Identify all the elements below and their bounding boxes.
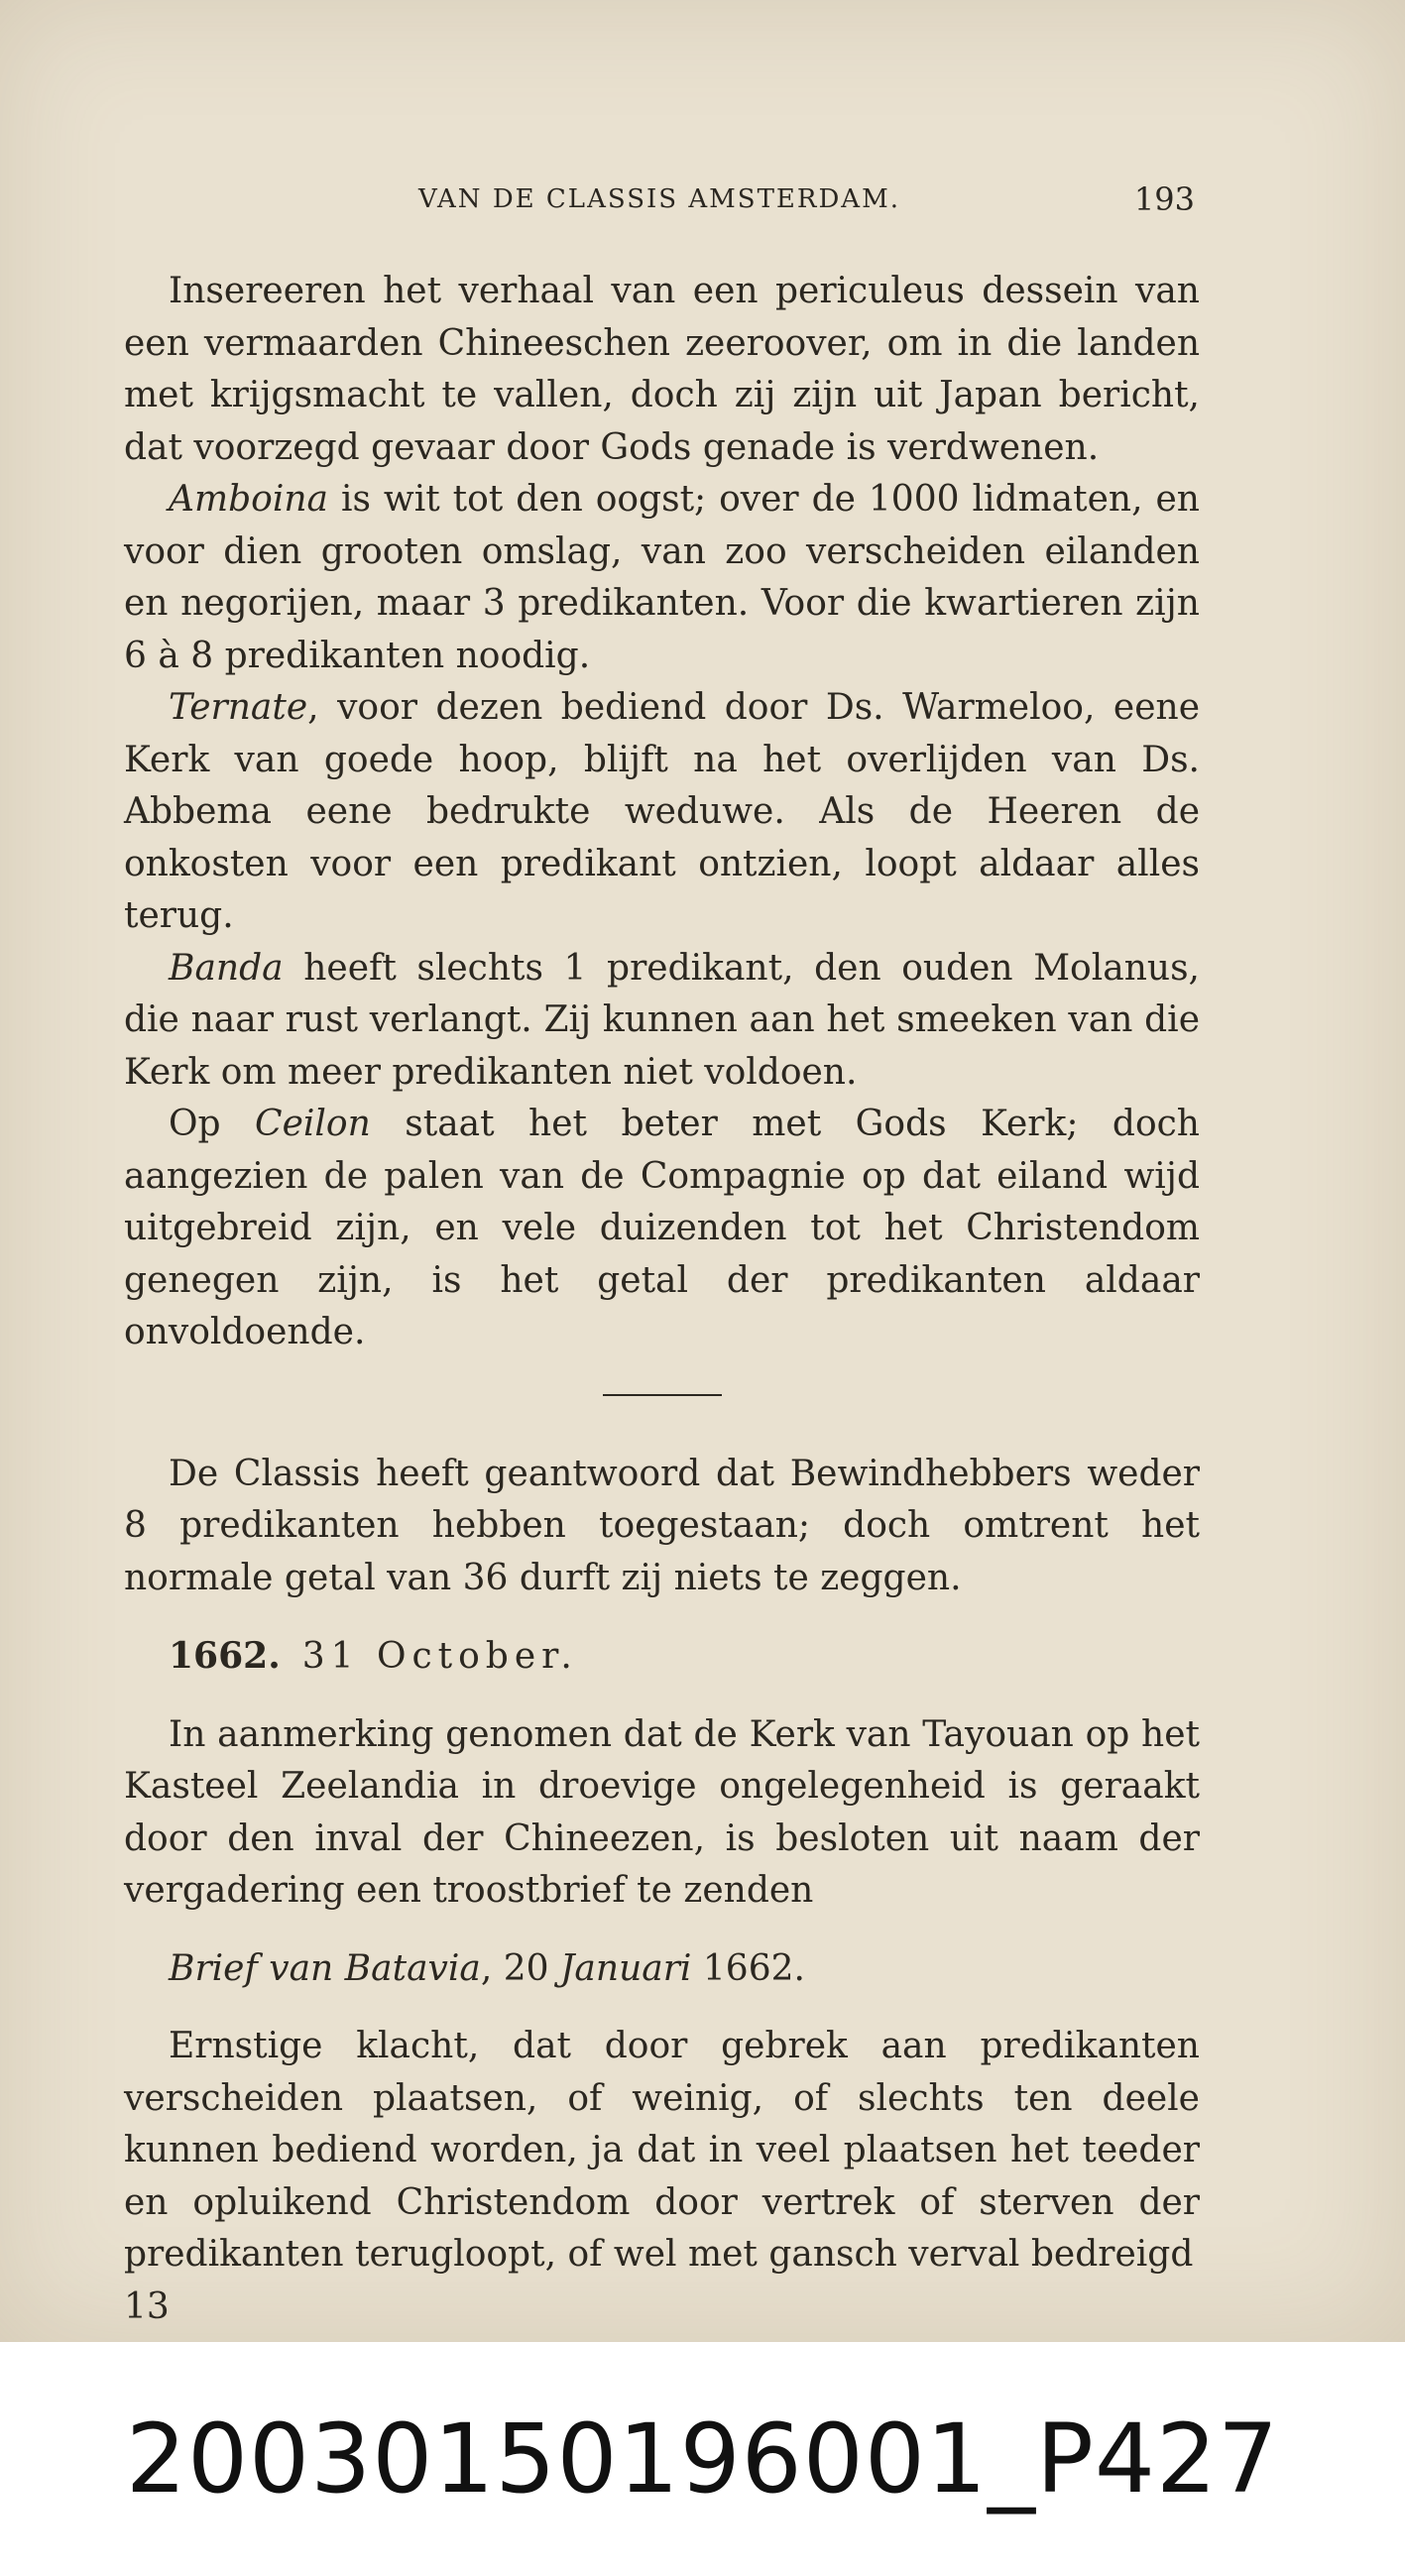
- letter-title: Brief van Batavia: [169, 1947, 481, 1989]
- letter-heading: [124, 1943, 1200, 1996]
- paragraph-ternate-text: , voor dezen bediend door Ds. Warmeloo, eene Kerk van goede hoop, blijft na het overlijden van Ds. Abbema eene bedrukte weduwe. Als de Heeren de onkosten voor een predikant ontzien, loopt aldaar alles terug.: [124, 687, 1200, 936]
- paragraph-complaint: Ernstige klacht, dat door gebrek aan predikanten verscheiden plaatsen, of weinig, of slechts ten deele kunnen bediend worden, ja dat in veel plaatsen het teeder en opluikend Christendom door vertrek of sterven der predikanten terugloopt, of wel met gansch verval bedreigd: [124, 2026, 1200, 2275]
- paragraph-ceilon: [124, 1099, 1200, 1359]
- paragraph-ceilon-text: staat het beter met Gods Kerk; doch aangezien de palen van de Compagnie op dat eiland wijd uitgebreid zijn, en vele duizenden tot het Christendom genegen zijn, is het getal der predikanten aldaar onvoldoende.: [124, 1104, 1200, 1352]
- paragraph-ceilon-prefix: Op: [169, 1104, 256, 1144]
- place-ternate: Ternate: [169, 687, 308, 728]
- paragraph-amboina: [124, 474, 1200, 682]
- paragraph-amboina-text: is wit tot den oogst; over de 1000 lidmaten, en voor dien grooten omslag, van zoo verscheiden eilanden en negorijen, maar 3 predikanten. Voor die kwartieren zijn 6 à 8 predikanten noodig.: [124, 479, 1200, 676]
- paragraph-chinese-pirate: Insereeren het verhaal van een periculeus dessein van een vermaarden Chineeschen zeeroover, om in die landen met krijgsmacht te vallen, doch zij zijn uit Japan bericht, dat voorzegd gevaar door Gods genade is verdwenen.: [124, 271, 1200, 468]
- page-number: 193: [1133, 180, 1195, 218]
- paragraph-banda: [124, 943, 1200, 1100]
- running-title: VAN DE CLASSIS AMSTERDAM.: [418, 184, 900, 214]
- year-heading: [124, 1630, 1200, 1684]
- letter-sep: , 20: [480, 1947, 560, 1989]
- paragraph-ternate: [124, 682, 1200, 943]
- place-banda: Banda: [169, 947, 284, 989]
- section-divider: [603, 1394, 722, 1396]
- signature-mark: 13: [124, 2285, 170, 2327]
- paragraph-classis-answer: De Classis heeft geantwoord dat Bewindhebbers weder 8 predikanten hebben toegestaan; doch omtrent het normale getal van 36 durft zij niets te zeggen.: [124, 1453, 1200, 1598]
- running-head: [124, 180, 1195, 228]
- paragraph-banda-text: heeft slechts 1 predikant, den ouden Molanus, die naar rust verlangt. Zij kunnen aan het smeeken van die Kerk om meer predikanten niet voldoen.: [124, 947, 1200, 1093]
- place-ceilon: Ceilon: [255, 1104, 371, 1144]
- body-text: [124, 266, 1200, 2333]
- letter-year: 1662.: [691, 1947, 805, 1989]
- year-number: 1662.: [169, 1635, 281, 1677]
- place-amboina: Amboina: [169, 479, 329, 520]
- year-date: 31 October.: [301, 1636, 578, 1677]
- letter-month: Januari: [559, 1947, 692, 1989]
- paragraph-tayouan: In aanmerking genomen dat de Kerk van Tayouan op het Kasteel Zeelandia in droevige ongelegenheid is geraakt door den inval der Chineezen, is besloten uit naam der vergadering een troostbrief te zenden: [124, 1713, 1200, 1911]
- scan-identifier: 20030150196001_P427: [125, 2403, 1280, 2515]
